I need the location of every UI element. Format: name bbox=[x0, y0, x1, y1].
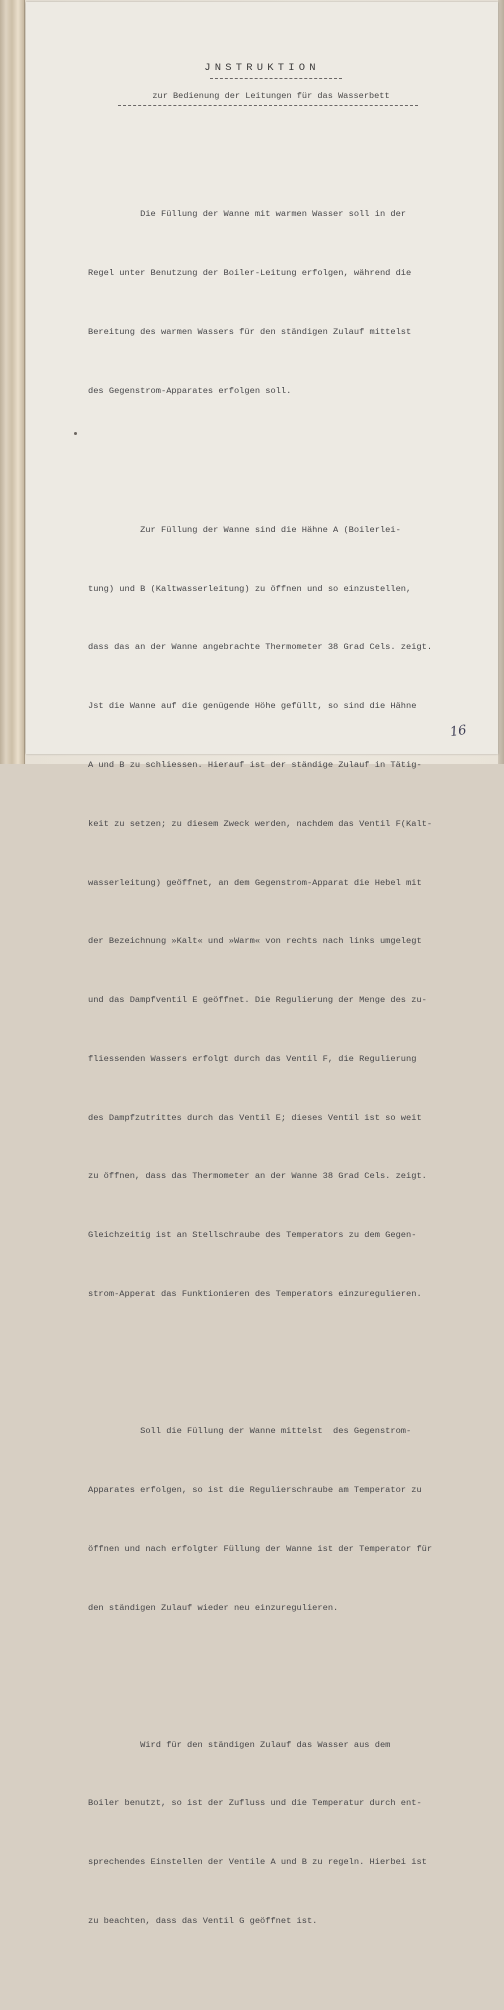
text-line: der Bezeichnung »Kalt« und »Warm« von rechts nach links umgelegt bbox=[88, 936, 422, 947]
text-line: Regel unter Benutzung der Boiler-Leitung erfolgen, während die bbox=[88, 268, 412, 279]
document-body bbox=[88, 127, 480, 2010]
paragraph-3 bbox=[88, 1383, 480, 1657]
page-subtitle: zur Bedienung der Leitungen für das Wasserbett bbox=[152, 91, 390, 101]
text-line: wasserleitung) geöffnet, an dem Gegenstrom-Apparat die Hebel mit bbox=[88, 877, 422, 888]
paragraph-4 bbox=[88, 1697, 480, 1971]
right-page-edge bbox=[498, 0, 504, 764]
text-line: Zur Füllung der Wanne sind die Hähne A (Boilerlei- bbox=[88, 524, 401, 535]
text-line: Apparates erfolgen, so ist die Regulierschraube am Temperator zu bbox=[88, 1484, 422, 1495]
text-line: sprechendes Einstellen der Ventile A und B zu regeln. Hierbei ist bbox=[88, 1857, 427, 1868]
text-line: zu öffnen, dass das Thermometer an der Wanne 38 Grad Cels. zeigt. bbox=[88, 1171, 427, 1182]
text-line: Bereitung des warmen Wassers für den ständigen Zulauf mittelst bbox=[88, 326, 412, 337]
text-line: des Dampfzutrittes durch das Ventil E; dieses Ventil ist so weit bbox=[88, 1112, 422, 1123]
text-line: zu beachten, dass das Ventil G geöffnet ist. bbox=[88, 1916, 318, 1927]
text-line: Die Füllung der Wanne mit warmen Wasser soll in der bbox=[88, 209, 407, 220]
text-line: strom-Apperat das Funktionieren des Temperators einzuregulieren. bbox=[88, 1289, 422, 1300]
text-line: den ständigen Zulauf wieder neu einzuregulieren. bbox=[88, 1602, 339, 1613]
subtitle-underline bbox=[118, 105, 418, 106]
page-number: 16 bbox=[449, 722, 468, 741]
text-line: Wird für den ständigen Zulauf das Wasser aus dem bbox=[88, 1739, 391, 1750]
text-line: tung) und B (Kaltwasserleitung) zu öffnen und so einzustellen, bbox=[88, 583, 412, 594]
text-line: öffnen und nach erfolgter Füllung der Wanne ist der Temperator für bbox=[88, 1543, 433, 1554]
text-line: Soll die Füllung der Wanne mittelst des Gegenstrom- bbox=[88, 1426, 412, 1437]
text-line: Gleichzeitig ist an Stellschraube des Temperators zu dem Gegen- bbox=[88, 1230, 417, 1241]
binding-edge bbox=[0, 0, 25, 764]
page-title: JNSTRUKTION bbox=[204, 62, 320, 74]
text-line: A und B zu schliessen. Hierauf ist der ständige Zulauf in Tätig- bbox=[88, 760, 422, 770]
title-underline bbox=[210, 78, 342, 79]
text-line: und das Dampfventil E geöffnet. Die Regulierung der Menge des zu- bbox=[88, 995, 427, 1006]
document-page bbox=[26, 2, 498, 1927]
text-line: keit zu setzen; zu diesem Zweck werden, nachdem das Ventil F(Kalt- bbox=[88, 818, 433, 829]
text-line: Jst die Wanne auf die genügende Höhe gefüllt, so sind die Hähne bbox=[88, 701, 417, 712]
ink-dot bbox=[74, 432, 77, 435]
text-line: Boiler benutzt, so ist der Zufluss und die Temperatur durch ent- bbox=[88, 1798, 422, 1809]
text-line: dass das an der Wanne angebrachte Thermometer 38 Grad Cels. zeigt. bbox=[88, 642, 433, 653]
text-line: fliessenden Wassers erfolgt durch das Ventil F, die Regulierung bbox=[88, 1053, 417, 1064]
paragraph-1 bbox=[88, 166, 480, 440]
text-line: des Gegenstrom-Apparates erfolgen soll. bbox=[88, 385, 292, 396]
paragraph-2 bbox=[88, 482, 480, 1344]
